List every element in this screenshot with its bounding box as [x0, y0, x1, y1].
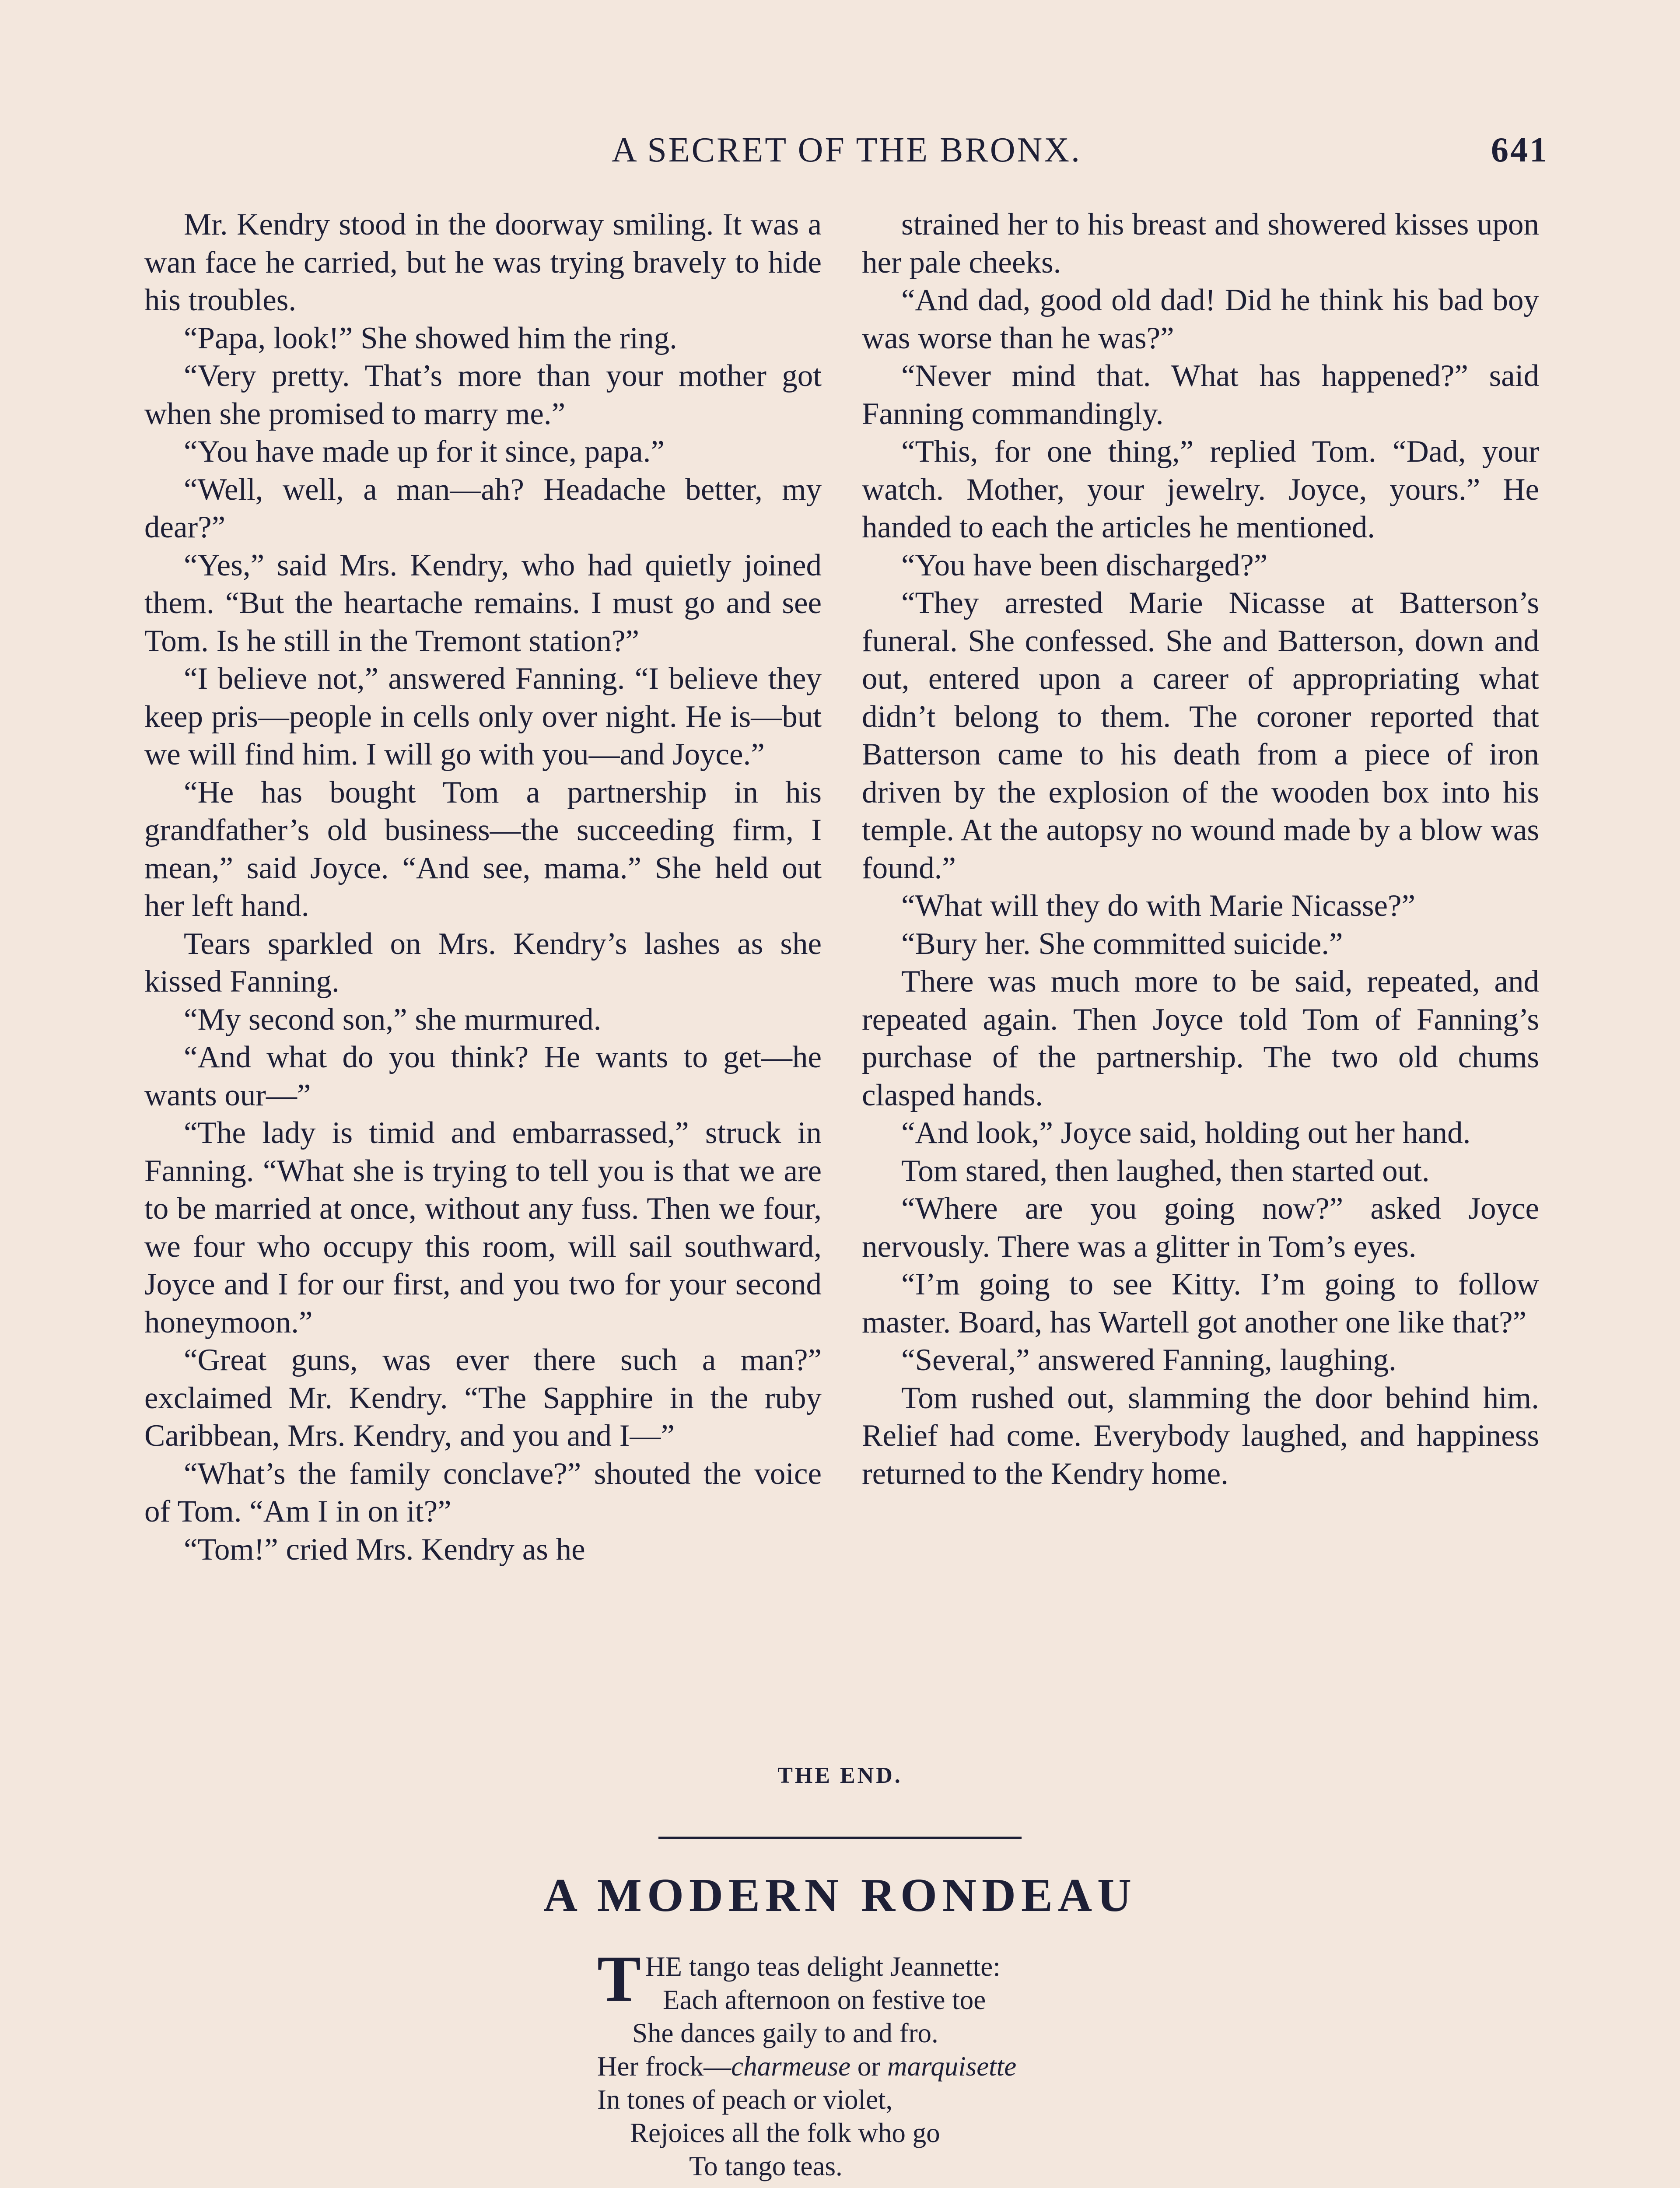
poem-line: Rejoices all the folk who go	[630, 2118, 940, 2148]
paragraph: “Yes,” said Mrs. Kendry, who had quietly joined them. “But the heartache remains. I must go and see Tom. Is he still in the Tremont station?”	[144, 548, 822, 658]
paragraph: “What’s the family conclave?” shouted the voice of Tom. “Am I in on it?”	[144, 1456, 822, 1529]
page-number: 641	[1491, 131, 1549, 169]
paragraph: “I’m going to see Kitty. I’m going to follow master. Board, has Wartell got another one like that?”	[862, 1267, 1539, 1339]
paragraph: “Several,” answered Fanning, laughing.	[901, 1343, 1396, 1377]
paragraph: “And what do you think? He wants to get—he wants our—”	[144, 1040, 822, 1112]
paragraph: “You have made up for it since, papa.”	[184, 435, 665, 469]
paragraph: “I believe not,” answered Fanning. “I believe they keep pris—people in cells only over night. He is—but we will find him. I will go with you—and Joyce.”	[144, 662, 822, 771]
running-title: A SECRET OF THE BRONX.	[611, 131, 1082, 169]
paragraph: “This, for one thing,” replied Tom. “Dad, your watch. Mother, your jewelry. Joyce, yours.” He handed to each the articles he mentioned.	[862, 435, 1539, 544]
paragraph: “Papa, look!” She showed him the ring.	[184, 321, 677, 355]
paragraph: “What will they do with Marie Nicasse?”	[901, 889, 1416, 923]
poem-line: She dances gaily to and fro.	[632, 2018, 938, 2048]
poem-title: A MODERN RONDEAU	[543, 1869, 1137, 1922]
the-end-label: THE END.	[777, 1763, 903, 1788]
paragraph: “And look,” Joyce said, holding out her hand.	[901, 1116, 1471, 1150]
paragraph: “Well, well, a man—ah? Headache better, my dear?”	[144, 472, 822, 544]
paragraph: Tom stared, then laughed, then started out.	[901, 1154, 1430, 1188]
paragraph: Mr. Kendry stood in the doorway smiling. It was a wan face he carried, but he was trying bravely to hide his troubles.	[144, 207, 822, 317]
paragraph: There was much more to be said, repeated, and repeated again. Then Joyce told Tom of Fanning’s purchase of the partnership. The two old chums clasped hands.	[862, 964, 1539, 1112]
poem-italic-word: marquisette	[887, 2051, 1017, 2082]
paragraph: “They arrested Marie Nicasse at Batterson’s funeral. She confessed. She and Batterson, down and out, entered upon a career of appropriating what didn’t belong to them. The coroner reported that Batterson came to his death from a piece of iron driven by the explosion of the wooden box into his temple. At the autopsy no wound made by a blow was found.”	[862, 586, 1539, 885]
poem-line: In tones of peach or violet,	[597, 2084, 893, 2115]
poem-italic-word: charmeuse	[731, 2051, 851, 2082]
right-column	[862, 206, 1539, 1493]
paragraph: “Never mind that. What has happened?” said Fanning commandingly.	[862, 359, 1539, 431]
paragraph: strained her to his breast and showered kisses upon her pale cheeks.	[862, 207, 1539, 280]
paragraph: “Great guns, was ever there such a man?” exclaimed Mr. Kendry. “The Sapphire in the ruby Caribbean, Mrs. Kendry, and you and I—”	[144, 1343, 822, 1453]
paragraph: “My second son,” she murmured.	[184, 1002, 602, 1037]
poem-line	[597, 2049, 1016, 2083]
paragraph: “Very pretty. That’s more than your mother got when she promised to marry me.”	[144, 359, 822, 431]
poem-line: Each afternoon on festive toe	[663, 1985, 986, 2015]
story-columns	[144, 206, 1549, 1755]
poem-line: To tango teas.	[689, 2151, 843, 2181]
paragraph: Tears sparkled on Mrs. Kendry’s lashes as she kissed Fanning.	[144, 926, 822, 999]
poem-text: Her frock—	[597, 2051, 732, 2082]
paragraph: Tom rushed out, slamming the door behind him. Relief had come. Everybody laughed, and happiness returned to the Kendry home.	[862, 1381, 1539, 1491]
poem-text: or	[850, 2051, 888, 2082]
section-divider	[658, 1837, 1022, 1839]
paragraph: “Tom!” cried Mrs. Kendry as he	[184, 1532, 585, 1567]
paragraph: “The lady is timid and embarrassed,” struck in Fanning. “What she is trying to tell you is that we are to be married at once, without any fuss. Then we four, we four who occupy this room, will sail southward, Joyce and I for our first, and you two for your second honeymoon.”	[144, 1116, 822, 1339]
paragraph: “Bury her. She committed suicide.”	[901, 926, 1343, 961]
poem-dropcap: T	[597, 1943, 641, 2015]
left-column	[144, 206, 822, 1568]
paragraph: “And dad, good old dad! Did he think his bad boy was worse than he was?”	[862, 283, 1539, 355]
poem-line: HE tango teas delight Jeannette:	[645, 1951, 1001, 1982]
paragraph: “Where are you going now?” asked Joyce nervously. There was a glitter in Tom’s eyes.	[862, 1192, 1539, 1264]
paragraph: “He has bought Tom a partnership in his grandfather’s old business—the succeeding firm, I mean,” said Joyce. “And see, mama.” She held out her left hand.	[144, 775, 822, 923]
paragraph: “You have been discharged?”	[901, 548, 1268, 582]
page-header	[144, 130, 1549, 179]
